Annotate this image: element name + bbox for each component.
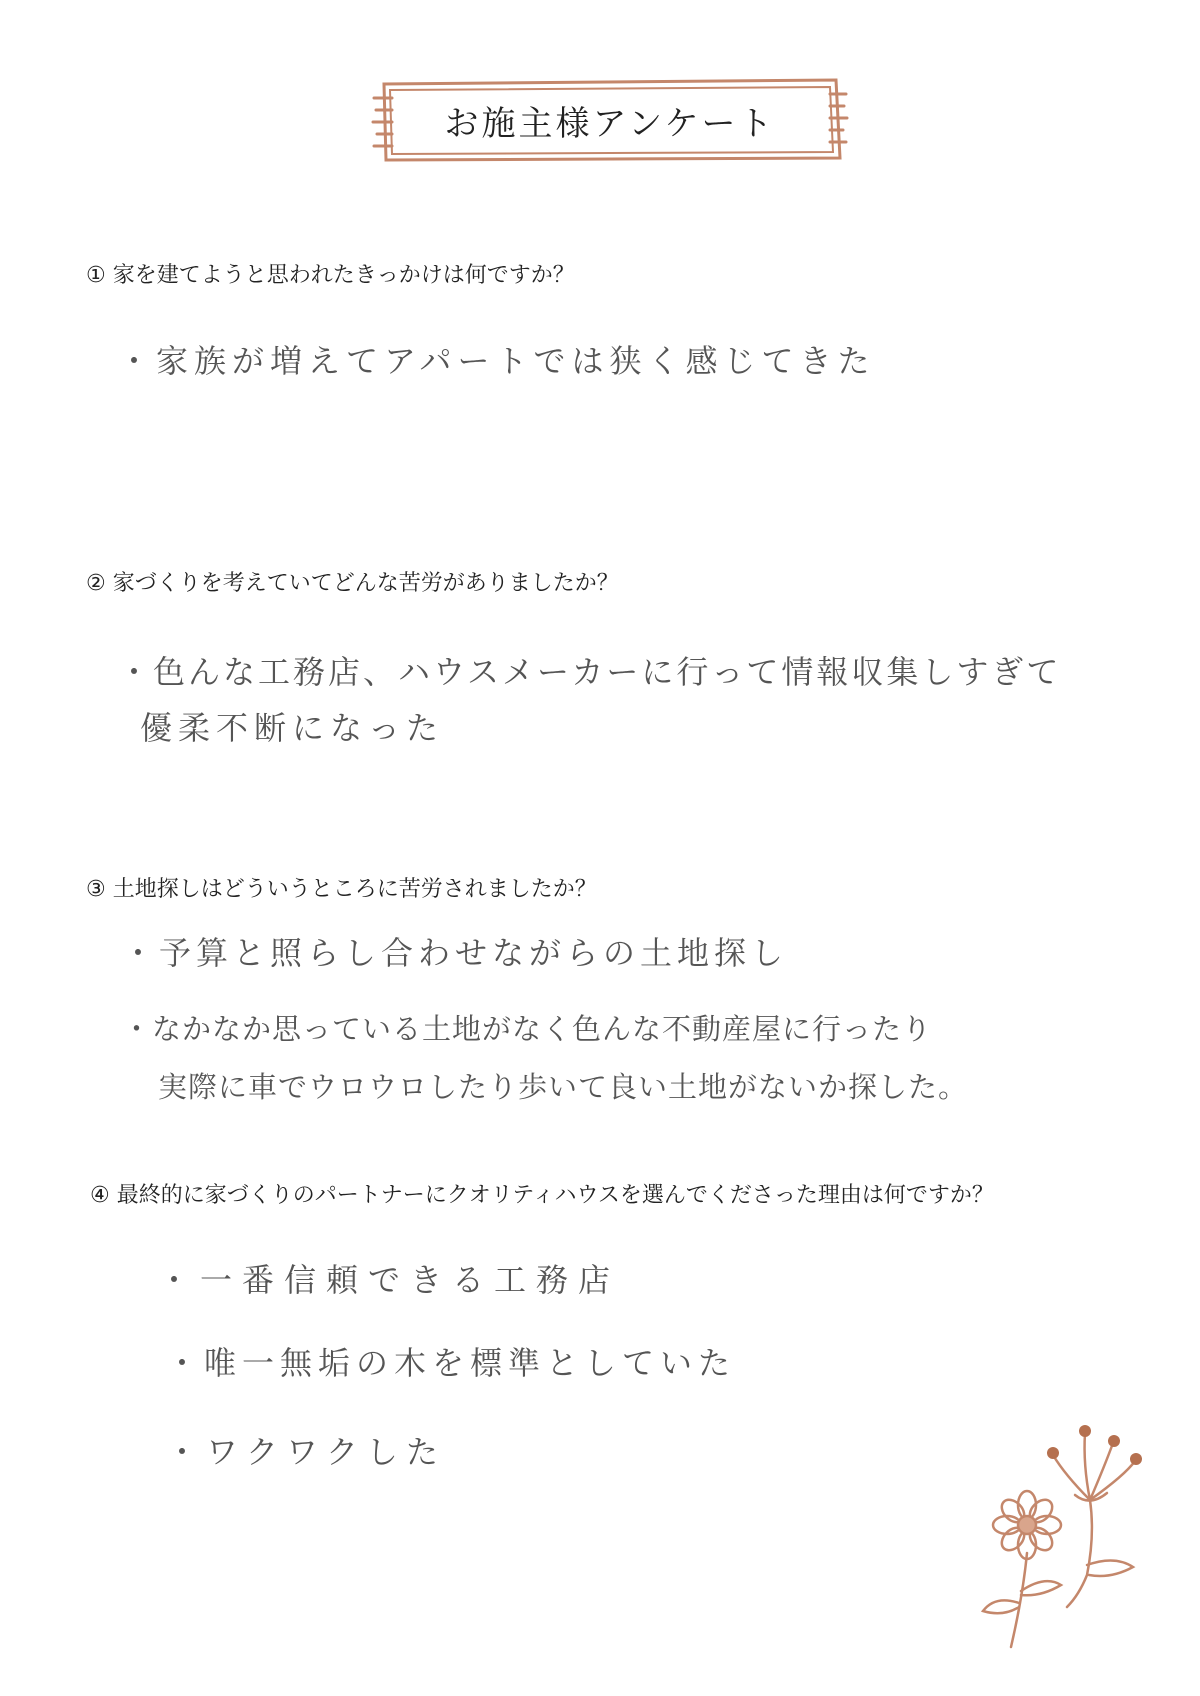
answer-1-line-1: ・家族が増えてアパートでは狭く感じてきた — [118, 342, 876, 380]
answer-2-line-1: ・色んな工務店、ハウスメーカーに行って情報収集しすぎて — [118, 653, 1062, 691]
answer-3-line-2: ・なかなか思っている土地がなく色んな不動産屋に行ったり — [122, 1012, 933, 1046]
answer-3-line-1: ・予算と照らし合わせながらの土地探し — [122, 934, 789, 972]
answer-2-line-2: 優柔不断になった — [140, 709, 445, 747]
answer-3-line-3: 実際に車でウロウロしたり歩いて良い土地がないか探した。 — [158, 1070, 969, 1104]
question-3-label: ③ 土地探しはどういうところに苦労されましたか？ — [86, 877, 597, 902]
page-title: お施主様アンケート — [444, 103, 776, 144]
question-4-label: ④ 最終的に家づくりのパートナーにクオリティハウスを選んでくださった理由は何ですか？ — [90, 1183, 994, 1208]
question-1-label: ① 家を建てようと思われたきっかけは何ですか？ — [86, 263, 575, 288]
flower-decoration-icon — [975, 1425, 1165, 1655]
answer-4-line-3: ・ワクワクした — [166, 1433, 447, 1471]
title-banner — [370, 70, 850, 170]
answer-4-line-1: ・一番信頼できる工務店 — [158, 1261, 621, 1299]
question-2-label: ② 家づくりを考えていてどんな苦労がありましたか？ — [86, 571, 619, 596]
answer-4-line-2: ・唯一無垢の木を標準としていた — [166, 1344, 737, 1382]
